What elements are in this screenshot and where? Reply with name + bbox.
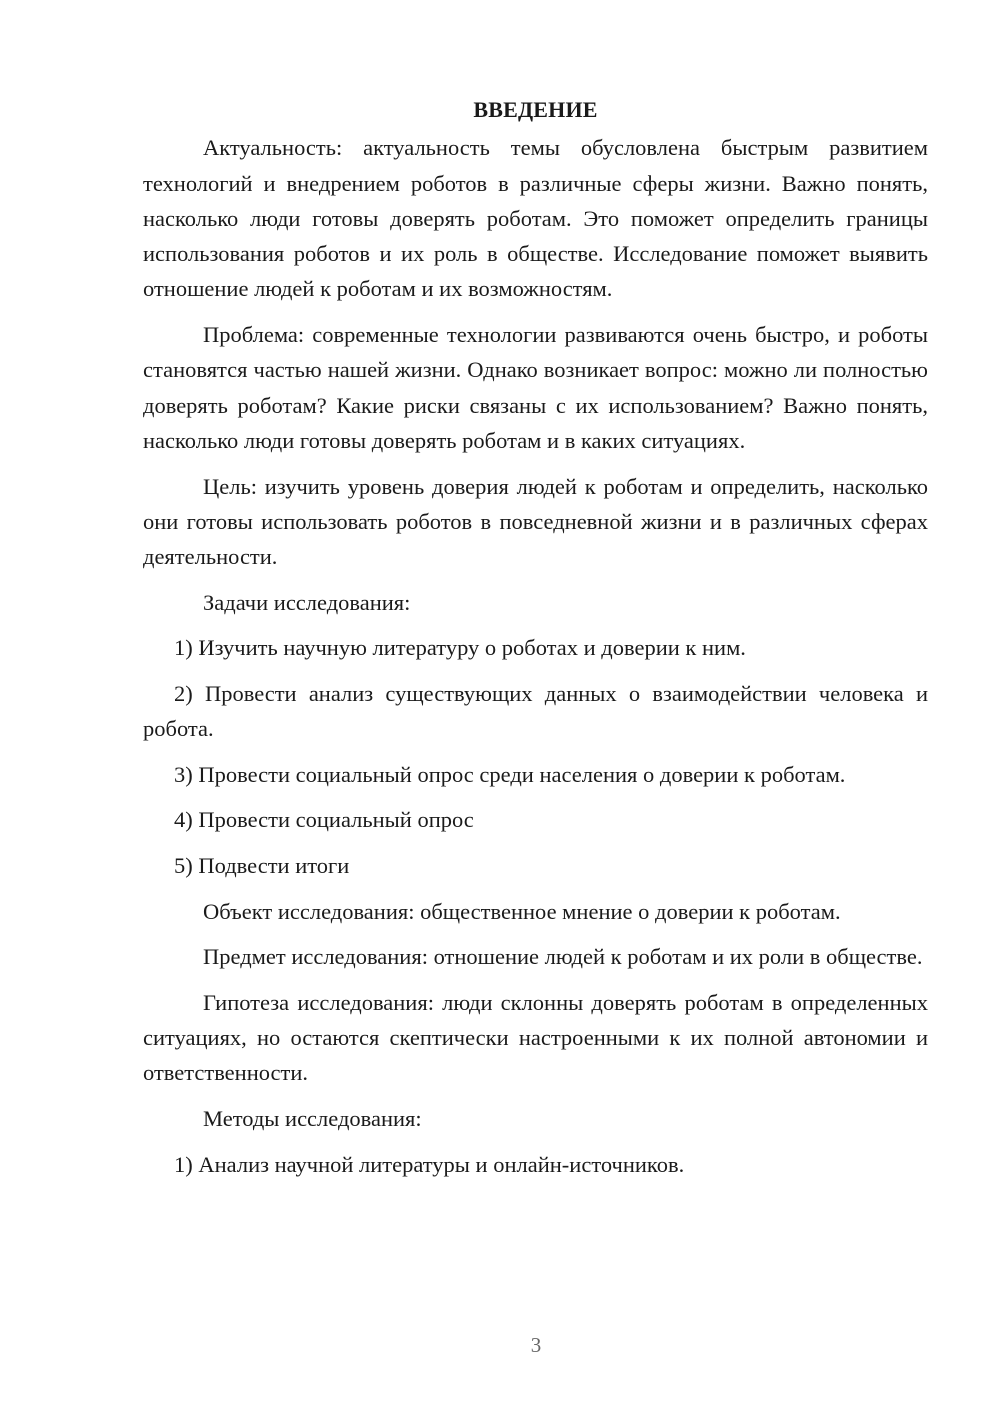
methods-title: Методы исследования:: [203, 1105, 422, 1131]
subject-paragraph: Предмет исследования: отношение людей к роботам и их роли в обществе.: [203, 944, 923, 970]
tasks-title: Задачи исследования:: [203, 589, 411, 615]
task-item: 5) Подвести итоги: [174, 853, 350, 879]
hypothesis-paragraph: Гипотеза исследования: люди склонны доверять роботам в определенных ситуациях, но остаются скептически настроенными к их полной автономии и ответственности.: [143, 989, 928, 1086]
task-item: 4) Провести социальный опрос: [174, 807, 474, 833]
method-item: 1) Анализ научной литературы и онлайн-источников.: [174, 1151, 685, 1177]
object-paragraph: Объект исследования: общественное мнение о доверии к роботам.: [203, 898, 841, 924]
page-content: [143, 92, 928, 1192]
task-item: 1) Изучить научную литературу о роботах и доверии к ним.: [174, 635, 746, 661]
task-item: 3) Провести социальный опрос среди населения о доверии к роботам.: [174, 761, 846, 787]
relevance-paragraph: Актуальность: актуальность темы обусловлена быстрым развитием технологий и внедрением роботов в различные сферы жизни. Важно понять, насколько люди готовы доверять роботам. Это поможет определить границы использования роботов и их роль в обществе. Исследование поможет выявить отношение людей к роботам и их возможностям.: [143, 135, 928, 302]
section-heading: ВВЕДЕНИЕ: [473, 97, 598, 122]
page-number: 3: [530, 1333, 542, 1357]
task-item: 2) Провести анализ существующих данных о взаимодействии человека и робота.: [143, 680, 928, 742]
goal-paragraph: Цель: изучить уровень доверия людей к роботам и определить, насколько они готовы использовать роботов в повседневной жизни и в различных сферах деятельности.: [143, 473, 928, 570]
problem-paragraph: Проблема: современные технологии развиваются очень быстро, и роботы становятся частью нашей жизни. Однако возникает вопрос: можно ли полностью доверять роботам? Какие риски связаны с их использованием? Важно понять, насколько люди готовы доверять роботам и в каких ситуациях.: [143, 322, 928, 453]
